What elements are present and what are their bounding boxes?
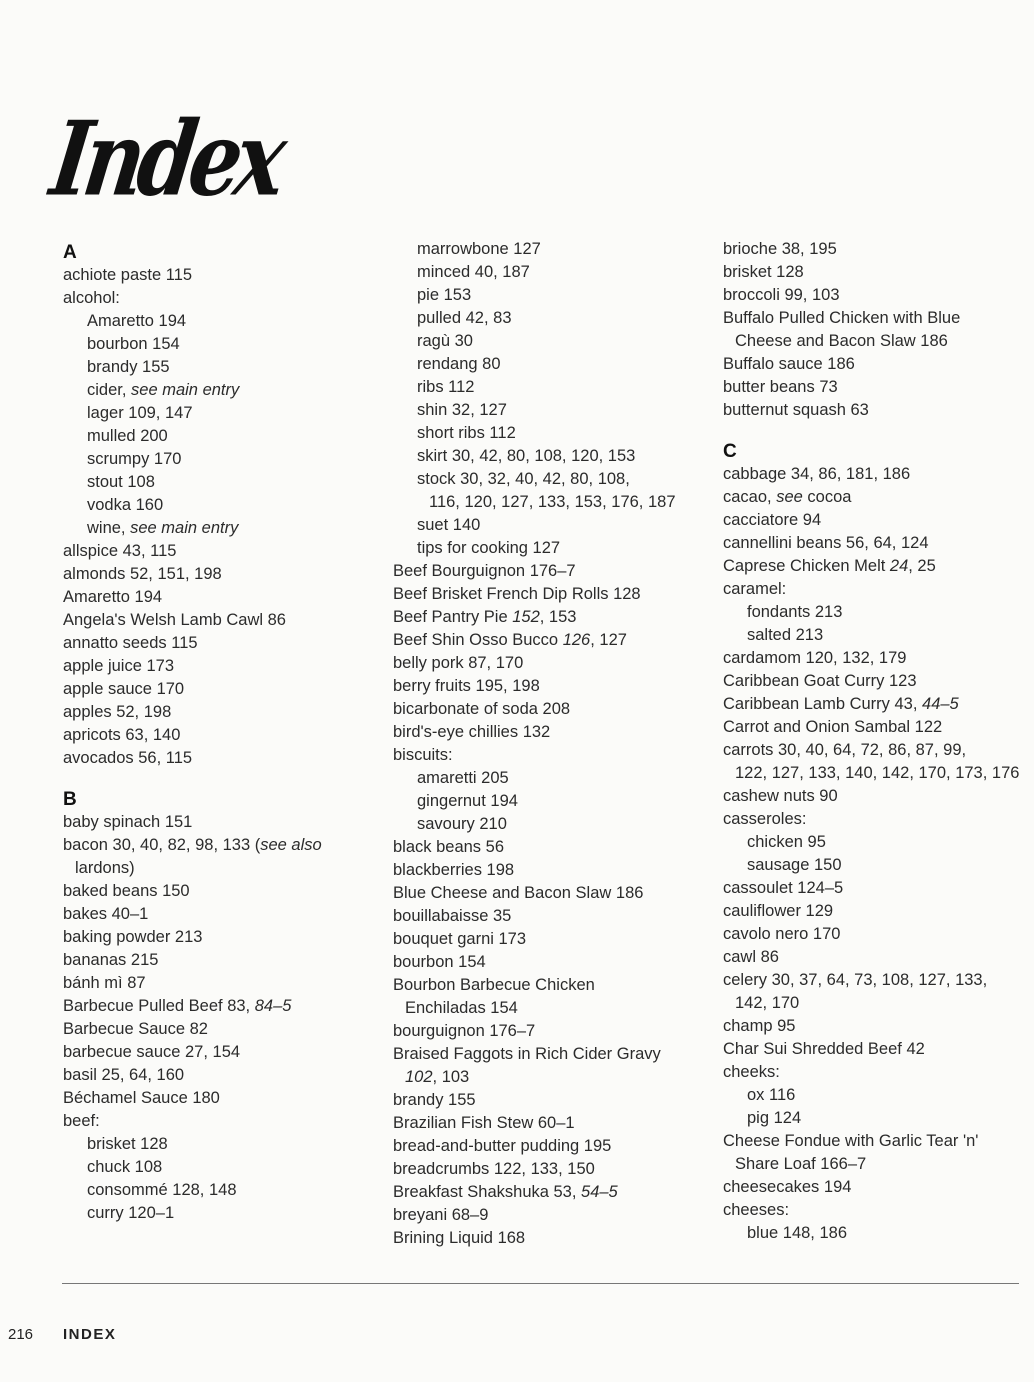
entry-text: baked beans 150 bbox=[63, 882, 190, 900]
entry-text: bacon 30, 40, 82, 98, 133 ( bbox=[63, 836, 261, 854]
entry-text: pie 153 bbox=[417, 286, 472, 304]
index-entry bbox=[723, 1130, 1028, 1153]
section-letter: A bbox=[63, 242, 77, 263]
footer-rule bbox=[62, 1283, 1019, 1284]
index-entry bbox=[723, 716, 1028, 739]
entry-text: salted 213 bbox=[747, 626, 824, 644]
entry-text: sausage 150 bbox=[747, 856, 842, 874]
entry-text: 122, 127, 133, 140, 142, 170, 173, 176 bbox=[735, 764, 1020, 782]
entry-text: baby spinach 151 bbox=[63, 813, 193, 831]
index-entry bbox=[723, 353, 1028, 376]
entry-text: bakes 40–1 bbox=[63, 905, 149, 923]
index-entry bbox=[393, 1112, 713, 1135]
index-entry bbox=[393, 1135, 713, 1158]
index-entry bbox=[723, 463, 1028, 486]
entry-text: belly pork 87, 170 bbox=[393, 654, 524, 672]
index-entry bbox=[63, 1041, 383, 1064]
index-subentry bbox=[393, 813, 713, 836]
entry-text: bananas 215 bbox=[63, 951, 159, 969]
index-subentry bbox=[723, 624, 1028, 647]
index-entry bbox=[393, 698, 713, 721]
entry-text: alcohol: bbox=[63, 289, 120, 307]
index-entry bbox=[63, 609, 383, 632]
entry-text: blackberries 198 bbox=[393, 861, 515, 879]
page-number: 216 bbox=[8, 1326, 34, 1343]
entry-text: shin 32, 127 bbox=[417, 401, 507, 419]
index-subentry bbox=[393, 422, 713, 445]
entry-text: fondants 213 bbox=[747, 603, 843, 621]
index-entry bbox=[723, 376, 1028, 399]
entry-text: bánh mì 87 bbox=[63, 974, 146, 992]
index-entry bbox=[393, 1066, 713, 1089]
entry-text: carrots 30, 40, 64, 72, 86, 87, 99, bbox=[723, 741, 967, 759]
index-subentry bbox=[393, 238, 713, 261]
entry-text: Barbecue Pulled Beef 83, bbox=[63, 997, 255, 1015]
entry-text: brioche 38, 195 bbox=[723, 240, 837, 258]
index-entry bbox=[393, 1089, 713, 1112]
entry-text: consommé 128, 148 bbox=[87, 1181, 237, 1199]
index-entry bbox=[393, 560, 713, 583]
index-subentry bbox=[63, 425, 383, 448]
index-entry bbox=[723, 739, 1028, 762]
index-entry bbox=[723, 946, 1028, 969]
index-entry bbox=[63, 1018, 383, 1041]
index-entry bbox=[393, 882, 713, 905]
index-entry bbox=[723, 785, 1028, 808]
index-entry bbox=[63, 540, 383, 563]
entry-text: Enchiladas 154 bbox=[405, 999, 518, 1017]
entry-text: chuck 108 bbox=[87, 1158, 163, 1176]
index-subentry bbox=[723, 601, 1028, 624]
index-entry bbox=[723, 670, 1028, 693]
entry-text: amaretti 205 bbox=[417, 769, 509, 787]
index-subentry bbox=[63, 1202, 383, 1225]
entry-text: bouquet garni 173 bbox=[393, 930, 527, 948]
index-entry bbox=[63, 264, 383, 287]
entry-text: allspice 43, 115 bbox=[63, 542, 177, 560]
index-entry bbox=[63, 1064, 383, 1087]
index-entry bbox=[63, 995, 383, 1018]
italic-text: 54–5 bbox=[581, 1183, 618, 1201]
index-subentry bbox=[63, 379, 383, 402]
index-entry bbox=[723, 284, 1028, 307]
entry-text: Beef Shin Osso Bucco bbox=[393, 631, 563, 649]
entry-text: cheeks: bbox=[723, 1063, 780, 1081]
index-entry bbox=[393, 859, 713, 882]
index-entry bbox=[63, 747, 383, 770]
entry-text: champ 95 bbox=[723, 1017, 796, 1035]
entry-text: breyani 68–9 bbox=[393, 1206, 489, 1224]
entry-text: cassoulet 124–5 bbox=[723, 879, 844, 897]
index-entry bbox=[723, 307, 1028, 330]
index-entry bbox=[63, 678, 383, 701]
index-entry bbox=[63, 655, 383, 678]
entry-text: cashew nuts 90 bbox=[723, 787, 838, 805]
index-subentry bbox=[393, 537, 713, 560]
index-entry bbox=[393, 629, 713, 652]
index-entry bbox=[393, 675, 713, 698]
index-subentry bbox=[723, 1222, 1028, 1245]
index-entry bbox=[723, 877, 1028, 900]
index-entry bbox=[723, 578, 1028, 601]
entry-text: basil 25, 64, 160 bbox=[63, 1066, 185, 1084]
index-entry bbox=[393, 583, 713, 606]
entry-text: Beef Pantry Pie bbox=[393, 608, 513, 626]
index-subentry bbox=[63, 402, 383, 425]
index-entry bbox=[723, 900, 1028, 923]
index-subentry bbox=[393, 330, 713, 353]
index-subentry bbox=[393, 468, 713, 491]
entry-text: caramel: bbox=[723, 580, 787, 598]
index-entry bbox=[393, 606, 713, 629]
entry-text: Caprese Chicken Melt bbox=[723, 557, 890, 575]
entry-text: Breakfast Shakshuka 53, bbox=[393, 1183, 582, 1201]
index-entry bbox=[723, 1015, 1028, 1038]
entry-text: pulled 42, 83 bbox=[417, 309, 512, 327]
entry-text: bicarbonate of soda 208 bbox=[393, 700, 571, 718]
index-subentry bbox=[393, 284, 713, 307]
entry-text: Amaretto 194 bbox=[87, 312, 187, 330]
entry-text: butter beans 73 bbox=[723, 378, 838, 396]
entry-text: skirt 30, 42, 80, 108, 120, 153 bbox=[417, 447, 636, 465]
index-entry bbox=[723, 969, 1028, 992]
entry-text: cannellini beans 56, 64, 124 bbox=[723, 534, 929, 552]
italic-text: 44–5 bbox=[922, 695, 959, 713]
entry-text: , 103 bbox=[432, 1068, 470, 1086]
section-letter: C bbox=[723, 441, 737, 462]
entry-text: cacao, bbox=[723, 488, 777, 506]
index-subentry bbox=[63, 517, 383, 540]
index-subentry bbox=[393, 767, 713, 790]
italic-text: 84–5 bbox=[254, 997, 292, 1015]
entry-text: baking powder 213 bbox=[63, 928, 203, 946]
index-entry bbox=[723, 532, 1028, 555]
entry-text: blue 148, 186 bbox=[747, 1224, 848, 1242]
index-subentry bbox=[63, 1133, 383, 1156]
entry-text: rendang 80 bbox=[417, 355, 501, 373]
entry-text: butternut squash 63 bbox=[723, 401, 869, 419]
index-entry bbox=[393, 1158, 713, 1181]
index-entry bbox=[723, 693, 1028, 716]
index-entry bbox=[393, 951, 713, 974]
index-entry bbox=[723, 992, 1028, 1015]
index-entry bbox=[393, 1043, 713, 1066]
index-subentry bbox=[393, 399, 713, 422]
entry-text: gingernut 194 bbox=[417, 792, 518, 810]
section-letter: B bbox=[63, 789, 77, 810]
entry-text: cauliflower 129 bbox=[723, 902, 834, 920]
entry-text: marrowbone 127 bbox=[417, 240, 541, 258]
entry-text: Brazilian Fish Stew 60–1 bbox=[393, 1114, 575, 1132]
index-entry bbox=[393, 928, 713, 951]
entry-text: chicken 95 bbox=[747, 833, 826, 851]
index-entry bbox=[393, 1020, 713, 1043]
entry-text: suet 140 bbox=[417, 516, 481, 534]
entry-text: lardons) bbox=[75, 859, 135, 877]
entry-text: curry 120–1 bbox=[87, 1204, 175, 1222]
entry-text: Char Sui Shredded Beef 42 bbox=[723, 1040, 925, 1058]
index-subentry bbox=[723, 831, 1028, 854]
entry-text: cheeses: bbox=[723, 1201, 790, 1219]
italic-text: see main entry bbox=[130, 519, 239, 537]
entry-text: Cheese Fondue with Garlic Tear 'n' bbox=[723, 1132, 979, 1150]
index-subentry bbox=[63, 310, 383, 333]
index-subentry bbox=[63, 448, 383, 471]
index-entry bbox=[393, 997, 713, 1020]
index-subentry bbox=[63, 356, 383, 379]
entry-text: Angela's Welsh Lamb Cawl 86 bbox=[63, 611, 286, 629]
entry-text: Carrot and Onion Sambal 122 bbox=[723, 718, 943, 736]
index-entry bbox=[63, 903, 383, 926]
entry-text: Buffalo sauce 186 bbox=[723, 355, 855, 373]
index-subentry bbox=[393, 353, 713, 376]
index-entry bbox=[723, 1061, 1028, 1084]
index-entry bbox=[723, 808, 1028, 831]
entry-text: black beans 56 bbox=[393, 838, 504, 856]
entry-text: , 153 bbox=[539, 608, 577, 626]
index-entry bbox=[63, 880, 383, 903]
index-entry bbox=[723, 1153, 1028, 1176]
entry-text: ragù 30 bbox=[417, 332, 473, 350]
index-entry bbox=[723, 238, 1028, 261]
index-entry bbox=[393, 905, 713, 928]
italic-text: 24 bbox=[889, 557, 909, 575]
index-subentry bbox=[723, 1107, 1028, 1130]
entry-text: Blue Cheese and Bacon Slaw 186 bbox=[393, 884, 644, 902]
italic-text: 102 bbox=[405, 1068, 433, 1086]
entry-text: Amaretto 194 bbox=[63, 588, 163, 606]
index-entry bbox=[723, 509, 1028, 532]
index-subentry bbox=[393, 514, 713, 537]
entry-text: beef: bbox=[63, 1112, 100, 1130]
entry-text: stock 30, 32, 40, 42, 80, 108, bbox=[417, 470, 630, 488]
page-title: Index bbox=[44, 99, 288, 220]
entry-text: 116, 120, 127, 133, 153, 176, 187 bbox=[429, 493, 676, 511]
italic-text: 152 bbox=[512, 608, 540, 626]
entry-text: almonds 52, 151, 198 bbox=[63, 565, 222, 583]
index-entry bbox=[63, 701, 383, 724]
entry-text: Barbecue Sauce 82 bbox=[63, 1020, 208, 1038]
entry-text: apple sauce 170 bbox=[63, 680, 185, 698]
entry-text: cacciatore 94 bbox=[723, 511, 822, 529]
index-entry bbox=[63, 632, 383, 655]
index-subentry bbox=[63, 333, 383, 356]
entry-text: bread-and-butter pudding 195 bbox=[393, 1137, 612, 1155]
entry-text: cabbage 34, 86, 181, 186 bbox=[723, 465, 911, 483]
index-entry bbox=[723, 647, 1028, 670]
index-entry bbox=[723, 762, 1028, 785]
entry-text: barbecue sauce 27, 154 bbox=[63, 1043, 241, 1061]
entry-text: short ribs 112 bbox=[417, 424, 516, 442]
index-entry bbox=[63, 949, 383, 972]
index-subentry bbox=[63, 1179, 383, 1202]
entry-text: Caribbean Lamb Curry 43, bbox=[723, 695, 923, 713]
index-entry bbox=[393, 1181, 713, 1204]
entry-text: apple juice 173 bbox=[63, 657, 175, 675]
entry-text: Cheese and Bacon Slaw 186 bbox=[735, 332, 948, 350]
entry-text: ox 116 bbox=[747, 1086, 796, 1104]
entry-text: mulled 200 bbox=[87, 427, 168, 445]
entry-text: Beef Bourguignon 176–7 bbox=[393, 562, 576, 580]
entry-text: biscuits: bbox=[393, 746, 453, 764]
index-entry bbox=[63, 586, 383, 609]
index-subentry bbox=[393, 376, 713, 399]
index-entry bbox=[723, 486, 1028, 509]
index-entry bbox=[723, 399, 1028, 422]
entry-text: apples 52, 198 bbox=[63, 703, 172, 721]
running-footer-label: INDEX bbox=[63, 1326, 117, 1343]
entry-text: celery 30, 37, 64, 73, 108, 127, 133, bbox=[723, 971, 988, 989]
entry-text: broccoli 99, 103 bbox=[723, 286, 840, 304]
index-column-2 bbox=[393, 238, 713, 1250]
entry-text: breadcrumbs 122, 133, 150 bbox=[393, 1160, 595, 1178]
index-column-3 bbox=[723, 238, 1028, 1245]
italic-text: see bbox=[776, 488, 803, 506]
index-entry bbox=[393, 974, 713, 997]
index-entry bbox=[63, 972, 383, 995]
index-subentry bbox=[393, 261, 713, 284]
entry-text: bouillabaisse 35 bbox=[393, 907, 512, 925]
entry-text: brisket 128 bbox=[87, 1135, 168, 1153]
index-entry bbox=[63, 1087, 383, 1110]
index-entry bbox=[63, 857, 383, 880]
index-entry bbox=[723, 1176, 1028, 1199]
index-entry bbox=[393, 721, 713, 744]
entry-text: brandy 155 bbox=[87, 358, 170, 376]
index-entry bbox=[723, 261, 1028, 284]
index-subentry bbox=[63, 471, 383, 494]
index-entry bbox=[63, 563, 383, 586]
entry-text: bourbon 154 bbox=[393, 953, 486, 971]
index-entry bbox=[723, 1038, 1028, 1061]
index-subentry bbox=[393, 445, 713, 468]
italic-text: 126 bbox=[562, 631, 591, 649]
index-column-1 bbox=[63, 238, 383, 1225]
index-subentry bbox=[723, 854, 1028, 877]
entry-text: cawl 86 bbox=[723, 948, 779, 966]
index-entry bbox=[63, 834, 383, 857]
index-entry bbox=[393, 1227, 713, 1250]
entry-text: casseroles: bbox=[723, 810, 807, 828]
entry-text: bourguignon 176–7 bbox=[393, 1022, 536, 1040]
entry-text: , 25 bbox=[908, 557, 936, 575]
index-entry bbox=[723, 923, 1028, 946]
entry-text: scrumpy 170 bbox=[87, 450, 182, 468]
italic-text: see also bbox=[260, 836, 322, 854]
entry-text: Caribbean Goat Curry 123 bbox=[723, 672, 917, 690]
entry-text: Braised Faggots in Rich Cider Gravy bbox=[393, 1045, 661, 1063]
entry-text: Brining Liquid 168 bbox=[393, 1229, 526, 1247]
index-subentry bbox=[63, 494, 383, 517]
index-entry bbox=[393, 744, 713, 767]
index-subentry bbox=[393, 491, 713, 514]
entry-text: vodka 160 bbox=[87, 496, 164, 514]
index-entry bbox=[63, 724, 383, 747]
entry-text: minced 40, 187 bbox=[417, 263, 530, 281]
entry-text: Bourbon Barbecue Chicken bbox=[393, 976, 595, 994]
entry-text: 142, 170 bbox=[735, 994, 800, 1012]
index-entry bbox=[63, 811, 383, 834]
index-entry bbox=[723, 330, 1028, 353]
entry-text: stout 108 bbox=[87, 473, 155, 491]
index-subentry bbox=[723, 1084, 1028, 1107]
index-entry bbox=[63, 1110, 383, 1133]
entry-text: cocoa bbox=[802, 488, 852, 506]
entry-text: brandy 155 bbox=[393, 1091, 476, 1109]
index-entry bbox=[393, 1204, 713, 1227]
entry-text: Beef Brisket French Dip Rolls 128 bbox=[393, 585, 641, 603]
entry-text: cheesecakes 194 bbox=[723, 1178, 852, 1196]
entry-text: tips for cooking 127 bbox=[417, 539, 561, 557]
entry-text: annatto seeds 115 bbox=[63, 634, 198, 652]
entry-text: cavolo nero 170 bbox=[723, 925, 841, 943]
index-subentry bbox=[393, 790, 713, 813]
index-subentry bbox=[63, 1156, 383, 1179]
entry-text: berry fruits 195, 198 bbox=[393, 677, 540, 695]
entry-text: cardamom 120, 132, 179 bbox=[723, 649, 907, 667]
entry-text: bird's-eye chillies 132 bbox=[393, 723, 551, 741]
entry-text: , 127 bbox=[590, 631, 627, 649]
entry-text: Béchamel Sauce 180 bbox=[63, 1089, 220, 1107]
italic-text: see main entry bbox=[131, 381, 240, 399]
index-entry bbox=[63, 287, 383, 310]
index-subentry bbox=[393, 307, 713, 330]
entry-text: cider, bbox=[87, 381, 132, 399]
entry-text: apricots 63, 140 bbox=[63, 726, 181, 744]
index-entry bbox=[723, 1199, 1028, 1222]
index-entry bbox=[393, 836, 713, 859]
entry-text: pig 124 bbox=[747, 1109, 802, 1127]
index-entry bbox=[393, 652, 713, 675]
index-entry bbox=[63, 926, 383, 949]
entry-text: Buffalo Pulled Chicken with Blue bbox=[723, 309, 961, 327]
entry-text: savoury 210 bbox=[417, 815, 507, 833]
entry-text: wine, bbox=[87, 519, 131, 537]
entry-text: achiote paste 115 bbox=[63, 266, 193, 284]
entry-text: bourbon 154 bbox=[87, 335, 180, 353]
entry-text: ribs 112 bbox=[417, 378, 475, 396]
entry-text: lager 109, 147 bbox=[87, 404, 193, 422]
entry-text: brisket 128 bbox=[723, 263, 804, 281]
entry-text: avocados 56, 115 bbox=[63, 749, 193, 767]
index-entry bbox=[723, 555, 1028, 578]
entry-text: Share Loaf 166–7 bbox=[735, 1155, 867, 1173]
